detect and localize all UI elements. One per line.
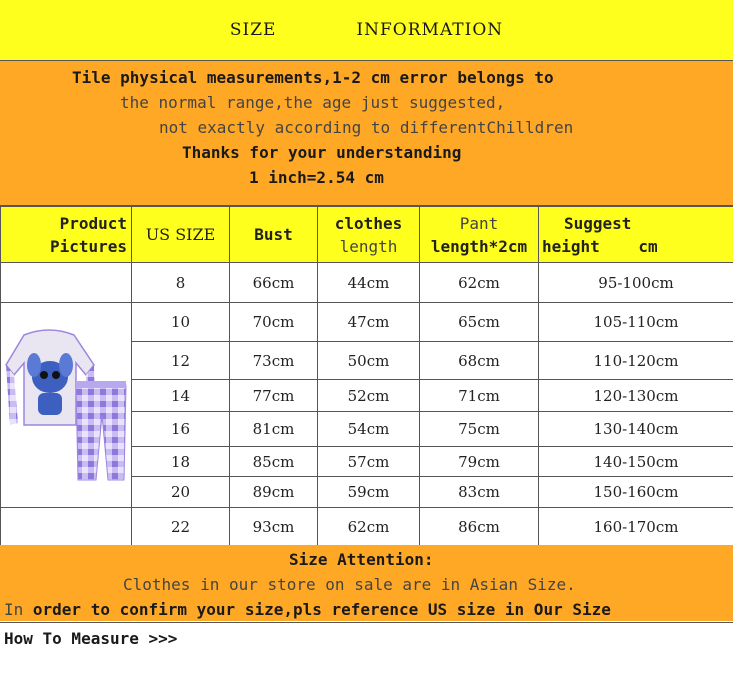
cell-clothes-length: 54cm — [318, 412, 420, 447]
attention-line-2: In order to confirm your size,pls reference US size in Our Size — [4, 597, 611, 622]
how-to-measure-link[interactable]: How To Measure >>> — [4, 629, 177, 648]
size-chart-header-row — [1, 207, 733, 263]
cell-us-size: 14 — [132, 380, 230, 412]
cell-suggest-height: 140-150cm — [539, 447, 733, 477]
cell-suggest-height: 110-120cm — [539, 342, 733, 380]
cell-bust: 73cm — [230, 342, 318, 380]
cell-clothes-length: 62cm — [318, 508, 420, 546]
header-product-pictures: Product Pictures — [1, 207, 132, 263]
cell-us-size: 16 — [132, 412, 230, 447]
cell-us-size: 8 — [132, 263, 230, 303]
cell-pant-length: 65cm — [420, 303, 539, 342]
cell-clothes-length: 52cm — [318, 380, 420, 412]
size-row — [1, 263, 733, 303]
cell-clothes-length: 47cm — [318, 303, 420, 342]
banner-size-word: SIZE — [230, 20, 277, 40]
cell-us-size: 10 — [132, 303, 230, 342]
cell-bust: 81cm — [230, 412, 318, 447]
notice-line-4: Thanks for your understanding — [182, 140, 461, 165]
header-clothes-length: clothes length — [318, 207, 420, 263]
cell-pant-length: 75cm — [420, 412, 539, 447]
cell-clothes-length: 59cm — [318, 477, 420, 508]
cell-us-size: 12 — [132, 342, 230, 380]
cell-bust: 89cm — [230, 477, 318, 508]
cell-suggest-height: 105-110cm — [539, 303, 733, 342]
cell-pant-length: 62cm — [420, 263, 539, 303]
size-chart-table — [0, 206, 733, 546]
size-information-banner — [0, 0, 733, 61]
product-picture-cell — [1, 303, 132, 508]
cell-clothes-length: 44cm — [318, 263, 420, 303]
cell-suggest-height: 150-160cm — [539, 477, 733, 508]
cell-clothes-length: 57cm — [318, 447, 420, 477]
cell-suggest-height: 95-100cm — [539, 263, 733, 303]
pajama-pants-icon — [76, 381, 126, 480]
cell-suggest-height: 120-130cm — [539, 380, 733, 412]
attention-line-1: Clothes in our store on sale are in Asian Size. — [123, 572, 576, 597]
notice-line-5: 1 inch=2.54 cm — [249, 165, 384, 190]
cell-bust: 93cm — [230, 508, 318, 546]
cell-suggest-height: 130-140cm — [539, 412, 733, 447]
cell-suggest-height: 160-170cm — [539, 508, 733, 546]
attention-title: Size Attention: — [289, 547, 434, 572]
size-row — [1, 508, 733, 546]
cell-pant-length: 83cm — [420, 477, 539, 508]
cell-pant-length: 71cm — [420, 380, 539, 412]
how-to-measure-section — [0, 622, 733, 698]
cell-us-size: 18 — [132, 447, 230, 477]
header-us-size: US SIZE — [132, 207, 230, 263]
header-suggest-height: Suggest height cm — [539, 207, 733, 263]
banner-information-word: INFORMATION — [356, 20, 503, 40]
size-row — [1, 303, 733, 342]
notice-line-3: not exactly according to differentChilldren — [159, 115, 573, 140]
cell-bust: 77cm — [230, 380, 318, 412]
notice-line-2: the normal range,the age just suggested, — [120, 90, 505, 115]
cell-pant-length: 79cm — [420, 447, 539, 477]
header-pant-length: Pant length*2cm — [420, 207, 539, 263]
cell-bust: 85cm — [230, 447, 318, 477]
cell-us-size: 20 — [132, 477, 230, 508]
notice-line-1: Tile physical measurements,1-2 cm error belongs to — [72, 65, 554, 90]
cell-clothes-length: 50cm — [318, 342, 420, 380]
cell-bust: 66cm — [230, 263, 318, 303]
size-attention-section — [0, 545, 733, 621]
picture-cell-empty-top — [1, 263, 132, 303]
cell-bust: 70cm — [230, 303, 318, 342]
measurement-notice — [0, 61, 733, 206]
picture-cell-empty-bottom — [1, 508, 132, 546]
pajama-set-photo — [4, 305, 129, 505]
header-bust: Bust — [230, 207, 318, 263]
cell-pant-length: 86cm — [420, 508, 539, 546]
cell-pant-length: 68cm — [420, 342, 539, 380]
cell-us-size: 22 — [132, 508, 230, 546]
